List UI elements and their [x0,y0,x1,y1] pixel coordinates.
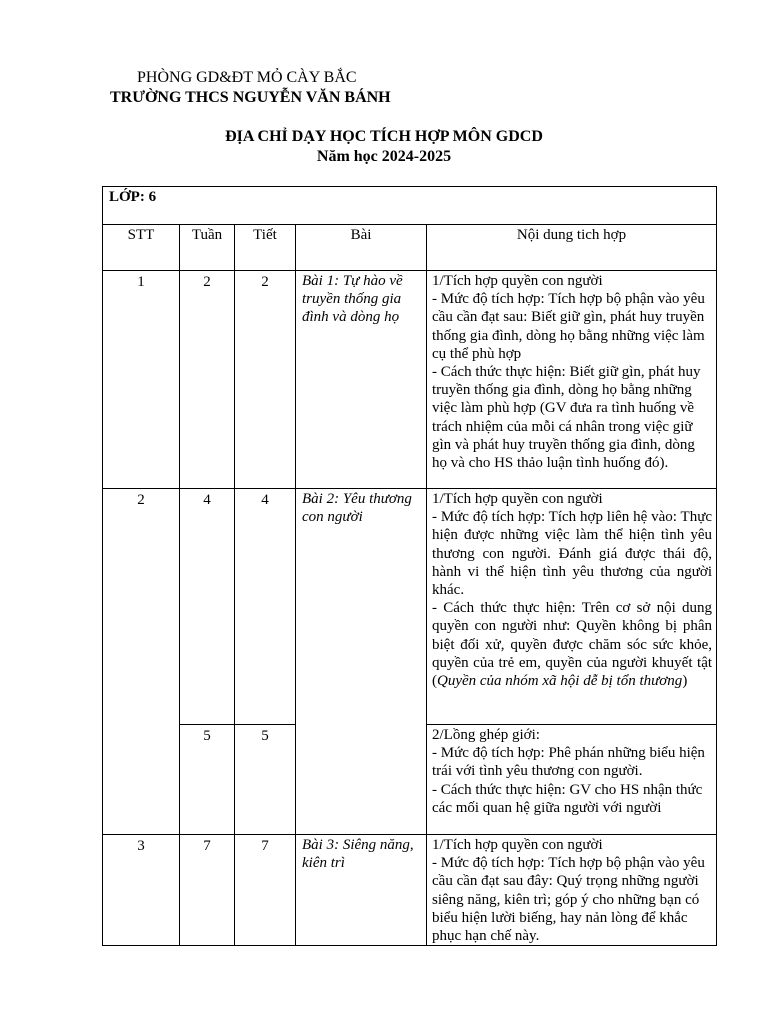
cell-tiet: 5 [235,725,296,835]
content-line: - Cách thức thực hiện: Biết giữ gìn, phát huy truyền thống gia đình, dòng họ bằng những việc làm phù hợp (GV đưa ra tình huống về trách nhiệm của mỗi cá nhân trong việc giữ gìn và phát huy truyền thống gia đình, dòng họ và cho HS thảo luận tình huống đó). [432,364,701,472]
cell-noi-dung [427,489,717,725]
cell-tiet: 2 [235,271,296,489]
class-label: LỚP: 6 [103,187,717,225]
content-line: 1/Tích hợp quyền con người [432,837,603,853]
cell-bai: Bài 2: Yêu thương con người [296,489,427,835]
table-header-row [103,225,717,271]
table-row [103,271,717,489]
content-line: - Mức độ tích hợp: Tích hợp bộ phận vào yêu cầu cần đạt sau đây: Quý trọng những người siêng năng, kiên trì; góp ý cho những bạn có biểu hiện lười biếng, hay nản lòng để khắc phục hạn chế này. [432,855,705,945]
content-line: - Mức độ tích hợp: Tích hợp liên hệ vào: Thực hiện được những việc làm thể hiện tình yêu thương con người. Đánh giá được thái độ, hành vi thể hiện tình yêu thương của người khác. [432,509,713,599]
cell-stt: 1 [103,271,180,489]
content-text: - Cách thức thực hiện: Trên cơ sở nội dung quyền con người như: Quyền không bị phân biệt đối xử, quyền được chăm sóc sức khỏe, quyền của trẻ em, quyền của người khuyết tật ( [432,600,713,690]
integration-table [102,186,717,946]
content-line: - Mức độ tích hợp: Phê phán những biểu hiện trái với tình yêu thương con người. [432,745,705,780]
document-title: ĐỊA CHỈ DẠY HỌC TÍCH HỢP MÔN GDCD [225,128,543,145]
cell-stt: 3 [103,835,180,946]
school-name: TRƯỜNG THCS NGUYỄN VĂN BÁNH [110,89,391,106]
cell-stt: 2 [103,489,180,835]
content-text: ) [682,673,688,690]
cell-noi-dung [427,725,717,835]
content-line: - Mức độ tích hợp: Tích hợp bộ phận vào yêu cầu cần đạt sau: Biết giữ gìn, phát huy truyền thống gia đình, dòng họ bằng những việc làm cụ thể phù hợp [432,291,705,362]
content-line [432,599,712,690]
table-row [103,835,717,946]
content-line: - Cách thức thực hiện: GV cho HS nhận thức các mối quan hệ giữa người với người [432,781,703,816]
cell-tiet: 4 [235,489,296,725]
column-header-noi-dung: Nội dung tich hợp [427,225,717,271]
content-line: 1/Tích hợp quyền con người [432,491,603,507]
cell-noi-dung [427,835,717,946]
column-header-bai: Bài [296,225,427,271]
cell-tiet: 7 [235,835,296,946]
school-year: Năm học 2024-2025 [316,148,452,165]
cell-bai: Bài 3: Siêng năng, kiên trì [296,835,427,946]
table-row [103,489,717,725]
cell-tuan: 7 [180,835,235,946]
content-line: 1/Tích hợp quyền con người [432,273,603,289]
column-header-tiet: Tiết [235,225,296,271]
class-row [103,187,717,225]
content-line: 2/Lồng ghép giới: [432,727,540,743]
cell-noi-dung [427,271,717,489]
column-header-tuan: Tuần [180,225,235,271]
department-name: PHÒNG GD&ĐT MỎ CÀY BẮC [137,69,357,86]
cell-tuan: 5 [180,725,235,835]
cell-tuan: 4 [180,489,235,725]
cell-tuan: 2 [180,271,235,489]
column-header-stt: STT [103,225,180,271]
content-emphasis: Quyền của nhóm xã hội dễ bị tổn thương [437,673,683,690]
cell-bai: Bài 1: Tự hào về truyền thống gia đình và dòng họ [296,271,427,489]
